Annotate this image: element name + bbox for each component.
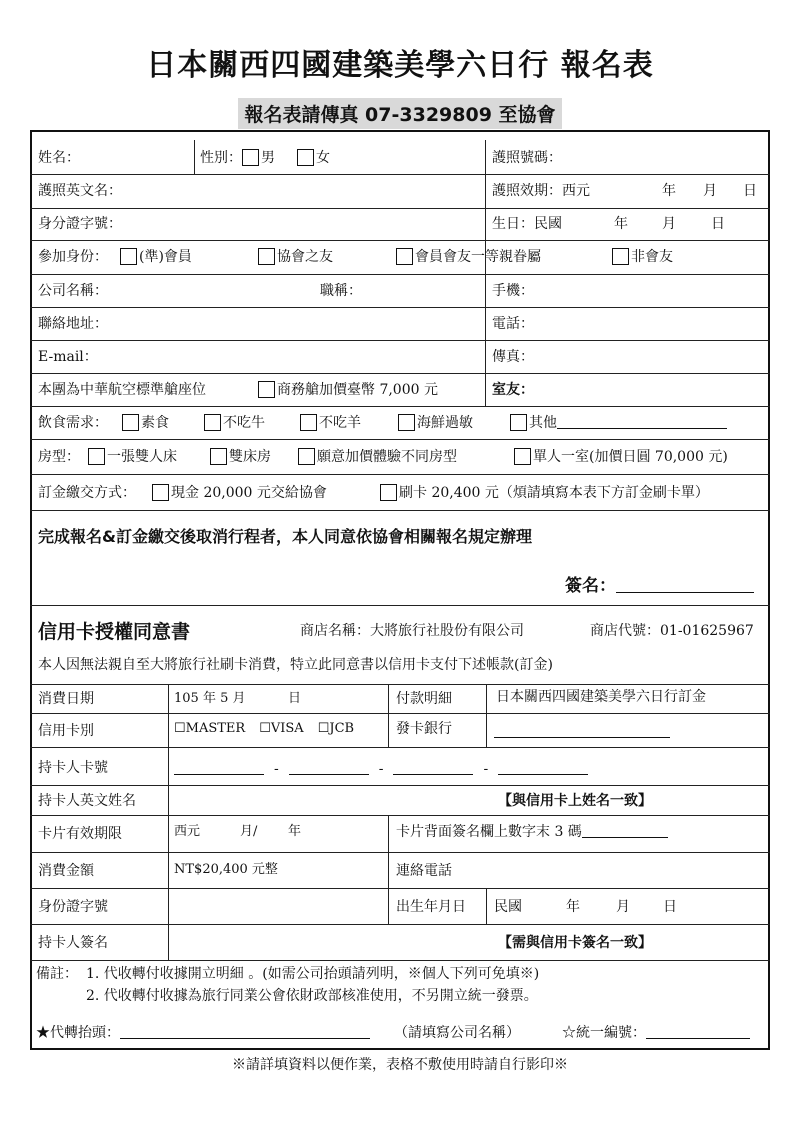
diet-option bbox=[122, 414, 169, 432]
expiry-year-label: 年 bbox=[662, 183, 676, 199]
birthday-month-label: 月 bbox=[662, 216, 676, 232]
form-title: 日本關西四國建築美學六日行 報名表 bbox=[146, 48, 654, 83]
card-no-sep: - bbox=[483, 761, 489, 777]
diet-seafood-label: 海鮮過敏 bbox=[417, 415, 473, 431]
row-divider bbox=[30, 960, 770, 961]
square-box-icon[interactable]: ☐ bbox=[259, 721, 271, 736]
male-label: 男 bbox=[261, 150, 275, 166]
deposit-card-label: 刷卡 20,400 元（煩請填寫本表下方訂金刷卡單） bbox=[399, 485, 709, 501]
row-divider bbox=[30, 852, 770, 853]
card-no-segment[interactable] bbox=[289, 760, 369, 775]
room-double-checkbox[interactable] bbox=[88, 448, 105, 465]
row-divider bbox=[30, 174, 770, 175]
row-divider bbox=[30, 924, 770, 925]
deposit-cash bbox=[152, 484, 327, 502]
birthday-day-label: 日 bbox=[711, 216, 725, 232]
row-divider bbox=[30, 307, 770, 308]
card-master-label: MASTER bbox=[185, 721, 246, 736]
card-type-options bbox=[174, 720, 354, 738]
diet-nolamb-label: 不吃羊 bbox=[319, 415, 361, 431]
invoice-hint: （請填寫公司名稱） bbox=[394, 1025, 520, 1041]
identity-option bbox=[612, 248, 673, 266]
row-divider bbox=[30, 474, 770, 475]
remark-item-2: 2. 代收轉付收據為旅行同業公會依財政部核准使用，不另開立統一發票。 bbox=[86, 988, 538, 1004]
card-no-segment[interactable] bbox=[174, 760, 264, 775]
bank-line[interactable] bbox=[494, 737, 670, 738]
expiry-month: 月/ bbox=[240, 824, 258, 839]
mobile-label: 手機： bbox=[492, 283, 534, 299]
expiry-label: 卡片有效期限 bbox=[38, 826, 122, 842]
card-no-sep: - bbox=[378, 761, 384, 777]
col-divider bbox=[485, 373, 486, 406]
date-day: 日 bbox=[288, 691, 302, 706]
room-single-label: 單人一室(加價日圓 70,000 元) bbox=[533, 449, 728, 465]
birthday-year-label: 年 bbox=[614, 216, 628, 232]
bank-label: 發卡銀行 bbox=[396, 721, 452, 737]
business-upgrade-label: 商務艙加價臺幣 7,000 元 bbox=[277, 382, 438, 398]
deposit-cash-checkbox[interactable] bbox=[152, 484, 169, 501]
payment-label: 付款明細 bbox=[396, 691, 452, 707]
credit-heading: 信用卡授權同意書 bbox=[38, 621, 191, 643]
holder-en-label: 持卡人英文姓名 bbox=[38, 793, 136, 809]
row-divider bbox=[30, 684, 770, 685]
business-upgrade-checkbox[interactable] bbox=[258, 381, 275, 398]
gender-label: 性別： bbox=[200, 150, 242, 166]
room-option bbox=[514, 448, 728, 466]
address-label: 聯絡地址： bbox=[38, 316, 108, 332]
fax-label: 傳真： bbox=[492, 349, 534, 365]
diet-nolamb-checkbox[interactable] bbox=[300, 414, 317, 431]
birth-value: 民國 bbox=[494, 899, 522, 915]
payment-value: 日本關西四國建築美學六日行訂金 bbox=[496, 689, 706, 705]
store-name: 商店名稱：大將旅行社股份有限公司 bbox=[300, 623, 524, 639]
identity-member-label: (準)會員 bbox=[139, 249, 192, 265]
diet-veg-label: 素食 bbox=[141, 415, 169, 431]
col-divider bbox=[388, 815, 389, 924]
col-divider bbox=[168, 684, 169, 960]
diet-option bbox=[204, 414, 265, 432]
cvv-field bbox=[396, 823, 668, 841]
col-divider bbox=[388, 684, 389, 747]
row-divider bbox=[30, 747, 770, 748]
diet-option bbox=[398, 414, 473, 432]
diet-nobeef-checkbox[interactable] bbox=[204, 414, 221, 431]
deposit-label: 訂金繳交方式： bbox=[38, 485, 136, 501]
remarks-label: 備註： bbox=[36, 966, 78, 982]
room-twin-checkbox[interactable] bbox=[210, 448, 227, 465]
credit-intro: 本人因無法親自至大將旅行社刷卡消費，特立此同意書以信用卡支付下述帳款(訂金) bbox=[38, 657, 553, 673]
amount-value: NT$20,400 元整 bbox=[174, 862, 278, 877]
identity-friend-checkbox[interactable] bbox=[258, 248, 275, 265]
female-label: 女 bbox=[316, 150, 330, 166]
diet-other-checkbox[interactable] bbox=[510, 414, 527, 431]
identity-option bbox=[258, 248, 333, 266]
cvv-line[interactable] bbox=[582, 823, 668, 838]
invoice-title-label: ★代轉抬頭： bbox=[36, 1025, 120, 1041]
identity-label: 參加身份： bbox=[38, 249, 108, 265]
holder-sign-label: 持卡人簽名 bbox=[38, 935, 108, 951]
birthday-label: 生日：民國 bbox=[492, 216, 562, 232]
footer-note: ※請詳填資料以便作業，表格不敷使用時請自行影印※ bbox=[232, 1057, 568, 1073]
diet-seafood-checkbox[interactable] bbox=[398, 414, 415, 431]
square-box-icon[interactable]: ☐ bbox=[317, 721, 330, 736]
row-divider bbox=[30, 815, 770, 816]
row-divider bbox=[30, 439, 770, 440]
identity-nonmember-checkbox[interactable] bbox=[612, 248, 629, 265]
diet-veg-checkbox[interactable] bbox=[122, 414, 139, 431]
birth-day: 日 bbox=[663, 899, 677, 915]
business-upgrade bbox=[258, 381, 438, 399]
signature-label: 簽名： bbox=[565, 576, 616, 596]
birth-month: 月 bbox=[616, 899, 630, 915]
holder-sign-note: 【需與信用卡簽名一致】 bbox=[498, 935, 652, 951]
room-single-checkbox[interactable] bbox=[514, 448, 531, 465]
tax-id-line[interactable] bbox=[646, 1024, 750, 1039]
row-divider bbox=[30, 240, 770, 241]
diet-option bbox=[510, 414, 727, 432]
card-no-label: 持卡人卡號 bbox=[38, 760, 108, 776]
deposit-cash-label: 現金 20,000 元交給協會 bbox=[171, 485, 327, 501]
room-option bbox=[298, 448, 457, 466]
room-option bbox=[88, 448, 177, 466]
tax-id-field bbox=[562, 1024, 750, 1042]
tax-id-label: ☆統一編號： bbox=[562, 1025, 646, 1041]
phone-label: 電話： bbox=[492, 316, 534, 332]
fax-notice bbox=[0, 98, 800, 129]
card-no-field bbox=[174, 760, 588, 778]
date-label: 消費日期 bbox=[38, 691, 94, 707]
contact-label: 連絡電話 bbox=[396, 863, 452, 879]
identity-family-checkbox[interactable] bbox=[396, 248, 413, 265]
holder-en-note: 【與信用卡上姓名一致】 bbox=[498, 793, 652, 809]
diet-other-line[interactable] bbox=[557, 414, 727, 429]
invoice-title-line[interactable] bbox=[120, 1024, 370, 1039]
room-upgrade-label: 願意加價體驗不同房型 bbox=[317, 449, 457, 465]
col-divider bbox=[486, 684, 487, 747]
identity-friend-label: 協會之友 bbox=[277, 249, 333, 265]
gender-field bbox=[200, 149, 330, 167]
room-twin-label: 雙床房 bbox=[229, 449, 271, 465]
name-label: 姓名： bbox=[38, 150, 80, 166]
card-no-sep: - bbox=[274, 761, 279, 777]
email-label: E-mail： bbox=[38, 349, 98, 365]
fax-notice-text: 報名表請傳真 07-3329809 至協會 bbox=[238, 98, 561, 129]
identity-nonmember-label: 非會友 bbox=[631, 249, 673, 265]
row-divider bbox=[30, 605, 770, 606]
expiry-value: 西元 bbox=[174, 824, 201, 839]
invoice-title-field bbox=[36, 1024, 370, 1042]
card-no-segment[interactable] bbox=[498, 760, 588, 775]
row-divider bbox=[30, 510, 770, 511]
row-divider bbox=[30, 340, 770, 341]
expiry-year: 年 bbox=[288, 824, 302, 839]
diet-other-label: 其他 bbox=[529, 415, 557, 431]
room-option bbox=[210, 448, 271, 466]
square-box-icon[interactable]: ☐ bbox=[174, 721, 186, 736]
signature-field bbox=[565, 571, 754, 596]
card-visa-label: VISA bbox=[270, 721, 304, 736]
cvv-label: 卡片背面簽名欄上數字末 3 碼 bbox=[396, 824, 582, 840]
passport-en-name-label: 護照英文名： bbox=[38, 183, 122, 199]
card-no-segment[interactable] bbox=[393, 760, 473, 775]
identity-option bbox=[120, 248, 192, 266]
diet-option bbox=[300, 414, 361, 432]
room-upgrade-checkbox[interactable] bbox=[298, 448, 315, 465]
room-label: 房型： bbox=[38, 449, 80, 465]
card-type-label: 信用卡別 bbox=[38, 723, 94, 739]
row-divider bbox=[30, 274, 770, 275]
flight-note: 本團為中華航空標準艙座位 bbox=[38, 382, 206, 398]
female-checkbox[interactable] bbox=[297, 149, 314, 166]
card-jcb-label: JCB bbox=[329, 721, 355, 736]
birth-year: 年 bbox=[566, 899, 580, 915]
roommate-label: 室友： bbox=[492, 382, 534, 398]
store-code: 商店代號：01-01625967 bbox=[590, 623, 754, 639]
passport-no-label: 護照號碼： bbox=[492, 150, 562, 166]
agreement-text: 完成報名&訂金繳交後取消行程者，本人同意依協會相關報名規定辦理 bbox=[38, 527, 532, 546]
date-value: 105 年 5 月 bbox=[174, 691, 246, 706]
diet-label: 飲食需求： bbox=[38, 415, 108, 431]
identity-option bbox=[396, 248, 541, 266]
row-divider bbox=[30, 785, 770, 786]
deposit-card bbox=[380, 484, 709, 502]
col-divider bbox=[194, 140, 195, 174]
row-divider bbox=[30, 208, 770, 209]
amount-label: 消費金額 bbox=[38, 863, 94, 879]
col-divider bbox=[486, 888, 487, 924]
signature-line[interactable] bbox=[616, 576, 754, 593]
room-double-label: 一張雙人床 bbox=[107, 449, 177, 465]
row-divider bbox=[30, 713, 770, 714]
male-checkbox[interactable] bbox=[242, 149, 259, 166]
job-title-label: 職稱： bbox=[320, 283, 362, 299]
row-divider bbox=[30, 406, 770, 407]
identity-member-checkbox[interactable] bbox=[120, 248, 137, 265]
identity-family-label: 會員會友一等親眷屬 bbox=[415, 249, 541, 265]
company-label: 公司名稱： bbox=[38, 283, 108, 299]
expiry-day-label: 日 bbox=[743, 183, 757, 199]
id-label: 身份證字號 bbox=[38, 899, 108, 915]
diet-nobeef-label: 不吃牛 bbox=[223, 415, 265, 431]
row-divider bbox=[30, 373, 770, 374]
id-no-label: 身分證字號： bbox=[38, 216, 122, 232]
deposit-card-checkbox[interactable] bbox=[380, 484, 397, 501]
expiry-month-label: 月 bbox=[703, 183, 717, 199]
passport-expiry-label: 護照效期：西元 bbox=[492, 183, 590, 199]
birth-label: 出生年月日 bbox=[396, 899, 466, 915]
remark-item-1: 1. 代收轉付收據開立明細 。(如需公司抬頭請列明，※個人下列可免填※) bbox=[86, 966, 540, 982]
row-divider bbox=[30, 888, 770, 889]
